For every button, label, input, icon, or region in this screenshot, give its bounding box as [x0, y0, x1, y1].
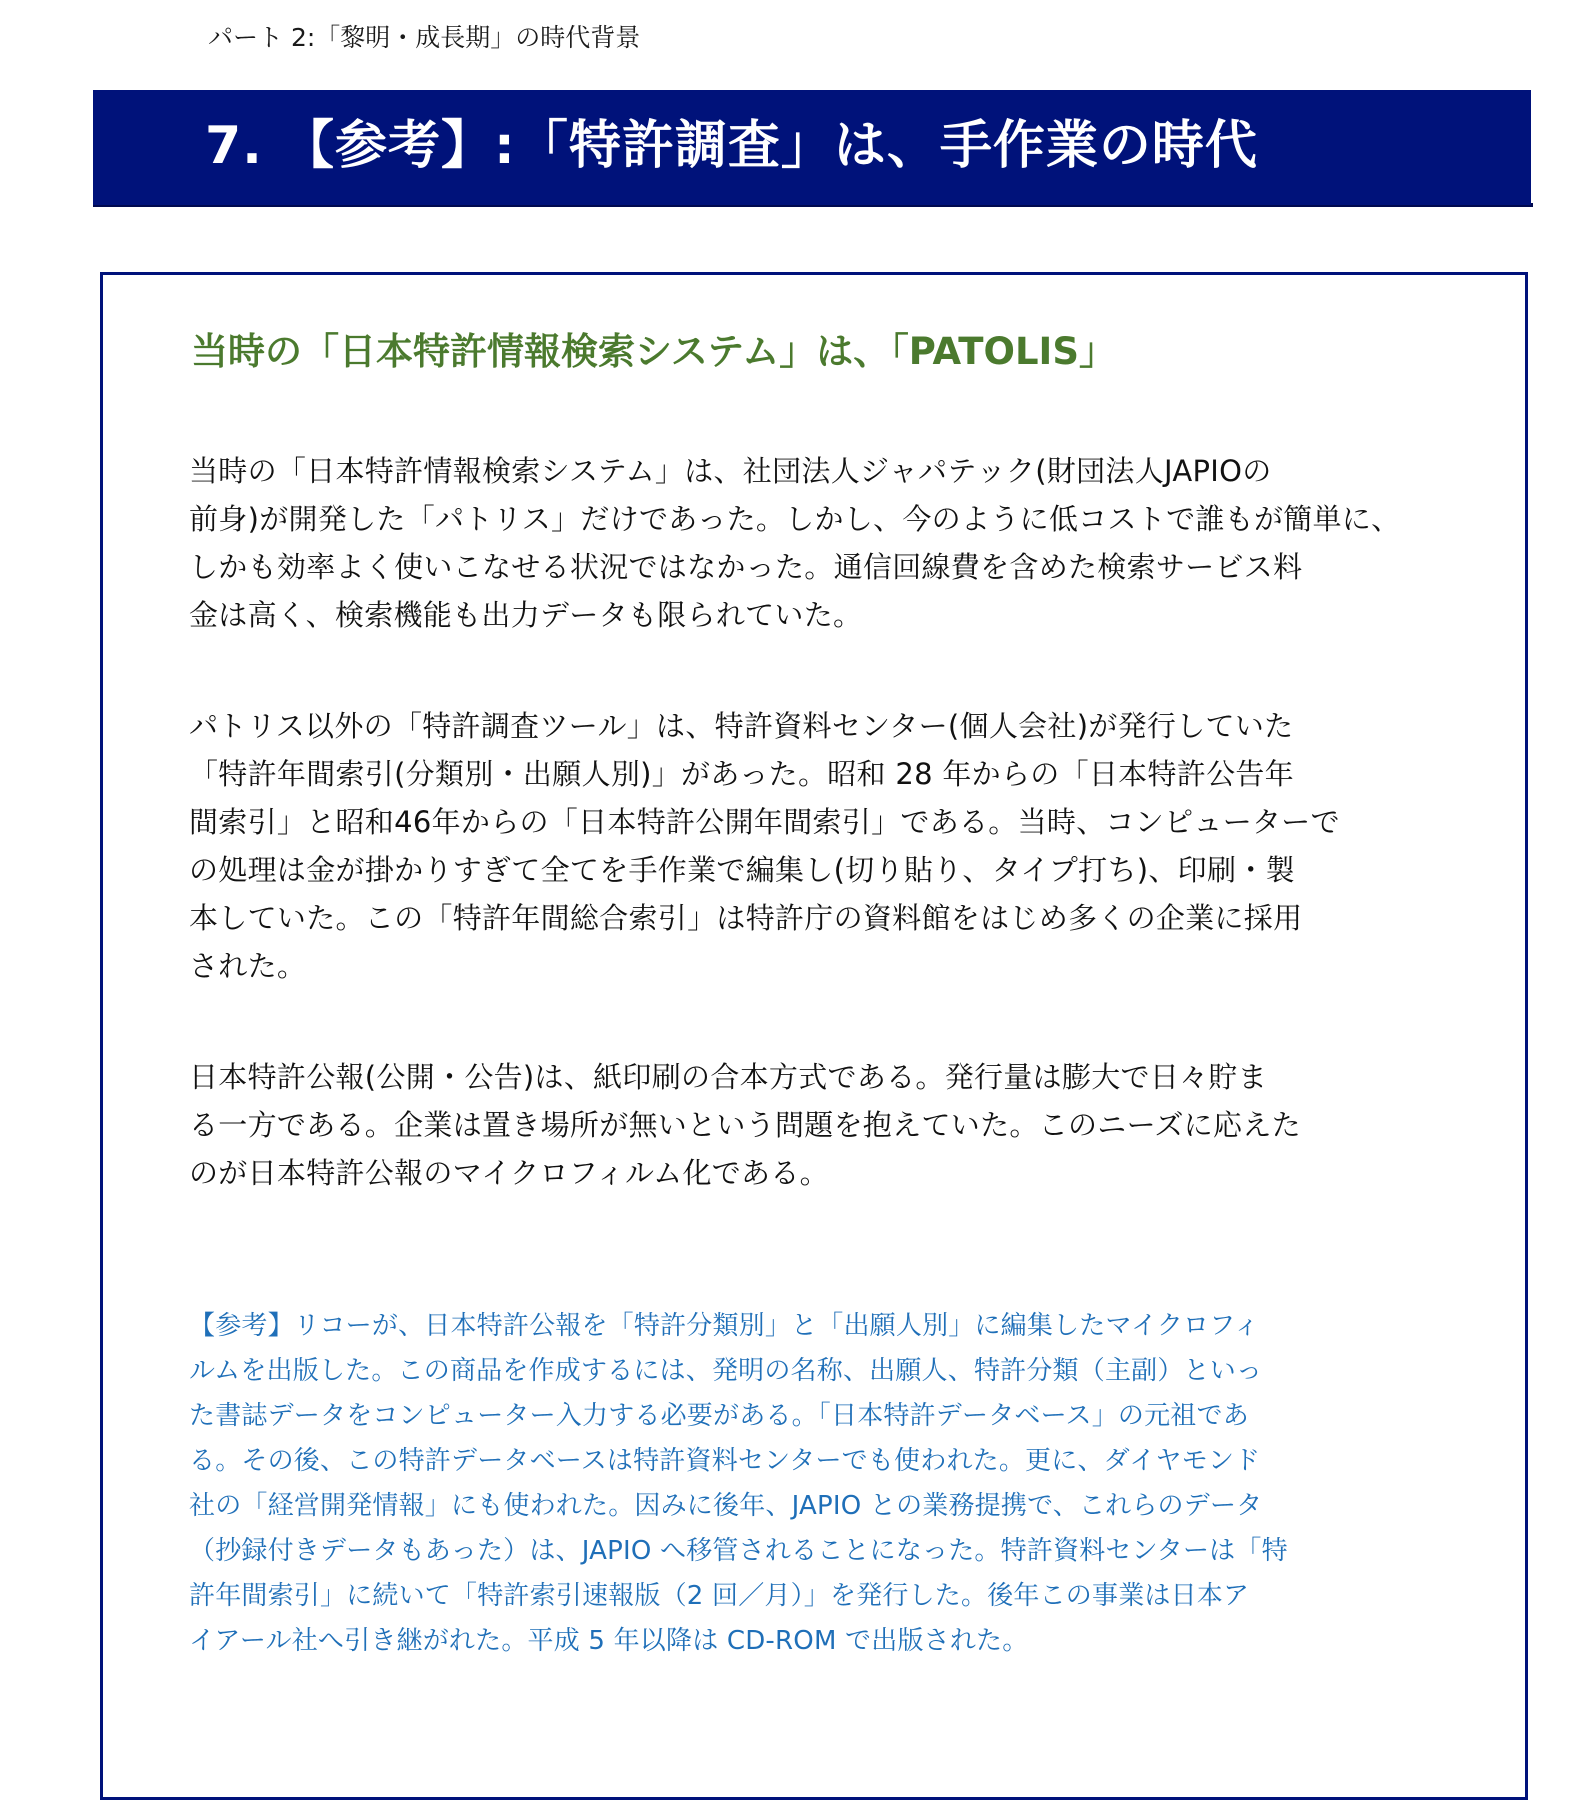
paragraph-line: 前身)が開発した「パトリス」だけであった。しかし、今のように低コストで誰もが簡単に、	[189, 502, 1401, 536]
note-line: る。その後、この特許データベースは特許資料センターでも使われた。更に、ダイヤモンド	[189, 1446, 1261, 1476]
note-line: ルムを出版した。この商品を作成するには、発明の名称、出願人、特許分類（主副）といっ	[189, 1356, 1263, 1386]
note-line: た書誌データをコンピューター入力する必要がある。「日本特許データベース」の元祖であ	[189, 1401, 1249, 1431]
paragraph-microfilm	[189, 1053, 1399, 1197]
title-banner	[93, 90, 1531, 205]
section-subheading: 当時の「日本特許情報検索システム」は、「PATOLIS」	[191, 330, 1116, 373]
note-line: 社の「経営開発情報」にも使われた。因みに後年、JAPIO との業務提携で、これらのデータ	[189, 1491, 1263, 1521]
paragraph-line: 金は高く、検索機能も出力データも限られていた。	[189, 598, 863, 632]
paragraph-line: 日本特許公報(公開・公告)は、紙印刷の合本方式である。発行量は膨大で日々貯ま	[189, 1060, 1268, 1094]
note-line: 許年間索引」に続いて「特許索引速報版（2 回／月）」を発行した。後年この事業は日本ア	[189, 1581, 1250, 1611]
paragraph-line: 当時の「日本特許情報検索システム」は、社団法人ジャパテック(財団法人JAPIOの	[189, 454, 1272, 488]
paragraph-line: のが日本特許公報のマイクロフィルム化である。	[189, 1156, 829, 1190]
paragraph-line: る一方である。企業は置き場所が無いという問題を抱えていた。このニーズに応えた	[189, 1108, 1301, 1142]
paragraph-line: 「特許年間索引(分類別・出願人別)」があった。昭和 28 年からの「日本特許公告年	[189, 757, 1294, 791]
content-box	[100, 272, 1528, 1800]
paragraph-line: 間索引」と昭和46年からの「日本特許公開年間索引」である。当時、コンピューターで	[189, 805, 1340, 839]
paragraph-line: された。	[189, 949, 307, 983]
paragraph-line: 本していた。この「特許年間総合索引」は特許庁の資料館をはじめ多くの企業に採用	[189, 901, 1303, 935]
paragraph-annual-index	[189, 702, 1399, 990]
note-line: イアール社へ引き継がれた。平成 5 年以降は CD-ROM で出版された。	[189, 1626, 1029, 1656]
running-header: パート 2:「黎明・成長期」の時代背景	[208, 23, 641, 52]
note-line: 【参考】リコーが、日本特許公報を「特許分類別」と「出願人別」に編集したマイクロフィ	[189, 1311, 1260, 1341]
paragraph-line: パトリス以外の「特許調査ツール」は、特許資料センター(個人会社)が発行していた	[189, 709, 1294, 743]
reference-note	[189, 1304, 1419, 1664]
paragraph-line: しかも効率よく使いこなせる状況ではなかった。通信回線費を含めた検索サービス料	[189, 550, 1303, 584]
paragraph-patolis	[189, 447, 1399, 639]
note-line: （抄録付きデータもあった）は、JAPIO へ移管されることになった。特許資料センターは「特	[189, 1536, 1288, 1566]
paragraph-line: の処理は金が掛かりすぎて全てを手作業で編集し(切り貼り、タイプ打ち)、印刷・製	[189, 853, 1295, 887]
page-title: 7. 【参考】:「特許調査」は、手作業の時代	[205, 116, 1258, 176]
